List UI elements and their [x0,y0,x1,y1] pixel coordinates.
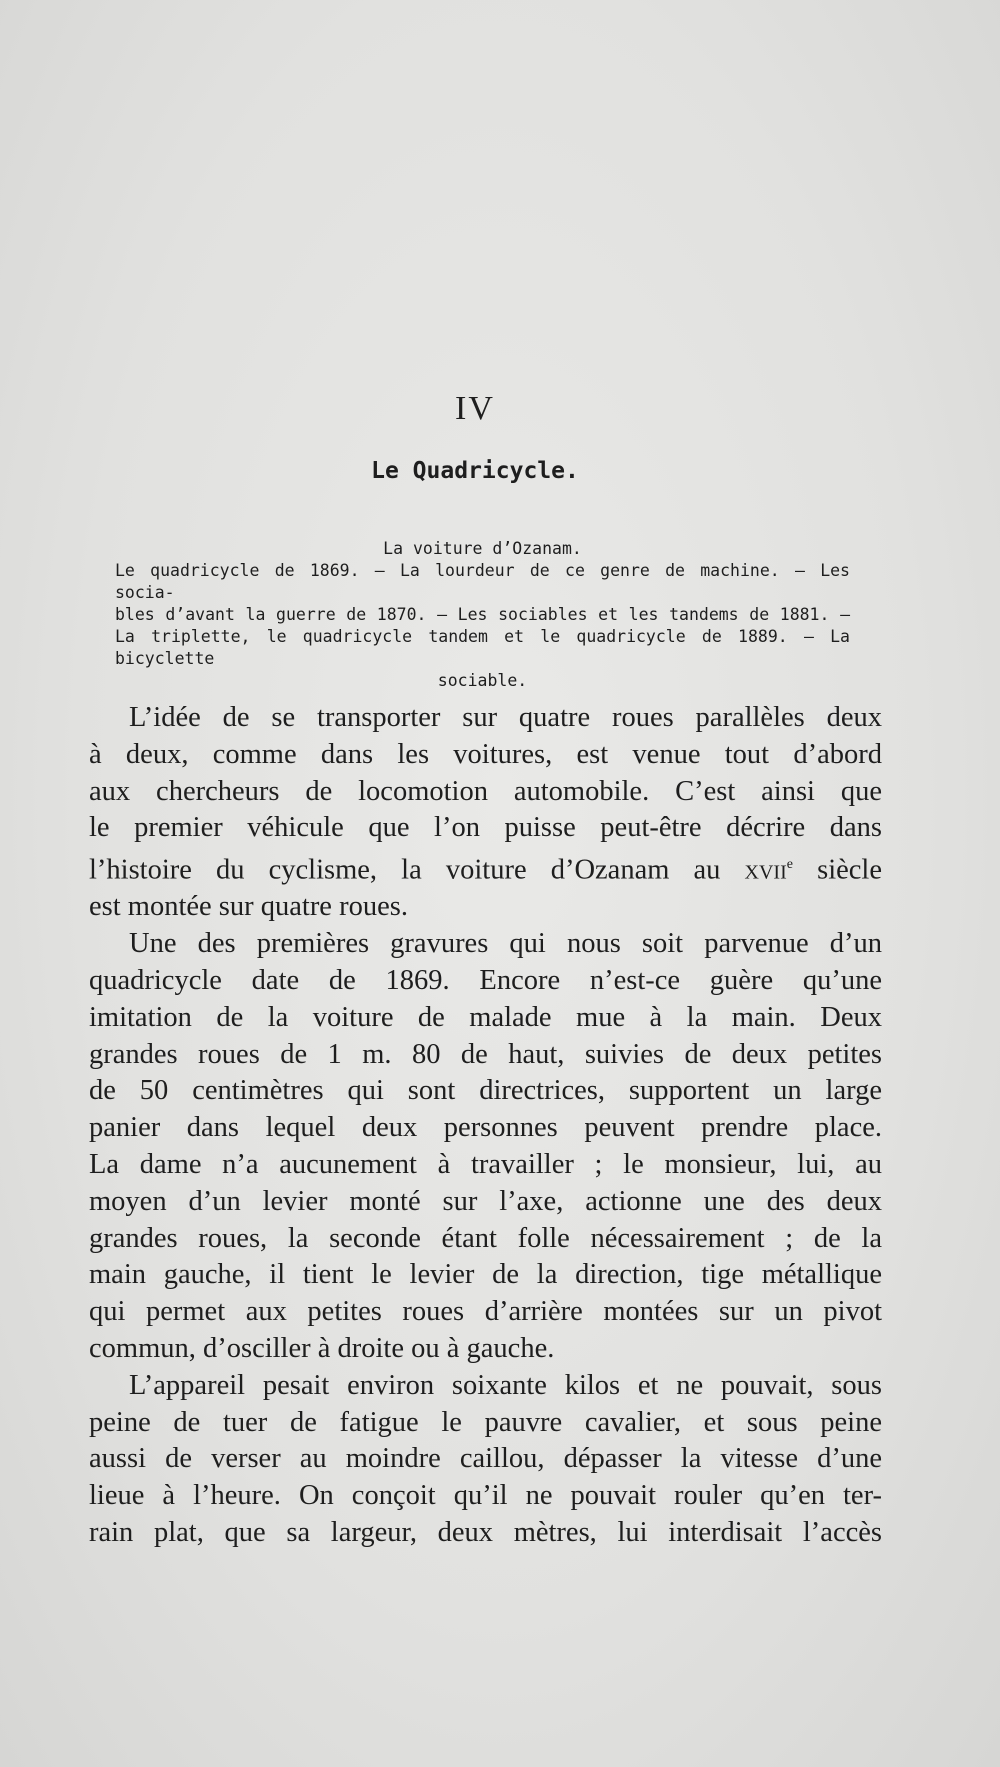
paragraph-line: imitation de la voiture de malade mue à la main. Deux [89,1001,882,1033]
body-text [89,700,882,1552]
text-fragment: l’histoire du cyclisme, la voiture d’Ozanam au [89,854,745,886]
paragraph-line: grandes roues, la seconde étant folle nécessairement ; de la [89,1222,882,1254]
summary-line-last: sociable. [437,671,528,690]
paragraph-line: le premier véhicule que l’on puisse peut-être décrire dans [89,812,882,844]
paragraph-line: aux chercheurs de locomotion automobile. C’est ainsi que [89,775,882,807]
paragraph-line: rain plat, que sa largeur, deux mètres, lui interdisait l’accès [89,1517,882,1549]
paragraph-line [89,847,882,889]
paragraph-line: moyen d’un levier monté sur l’axe, actionne une des deux [89,1185,882,1217]
chapter-title: Le Quadricycle. [371,458,579,484]
paragraph-line: commun, d’osciller à droite ou à gauche. [89,1333,555,1365]
century-numeral: xvii [744,854,787,886]
paragraph-line: aussi de verser au moindre caillou, dépasser la vitesse d’une [89,1443,882,1475]
paragraph-line: peine de tuer de fatigue le pauvre cavalier, et sous peine [89,1406,882,1438]
paragraph-line: est montée sur quatre roues. [89,891,408,923]
text-fragment: siècle [792,854,882,886]
paragraph-line: de 50 centimètres qui sont directrices, supportent un large [89,1075,882,1107]
paragraph-line: lieue à l’heure. On conçoit qu’il ne pouvait rouler qu’en ter- [89,1480,882,1512]
summary-line: Le quadricycle de 1869. — La lourdeur de ce genre de machine. — Les socia- [115,561,850,602]
chapter-summary [115,538,850,692]
summary-line: La triplette, le quadricycle tandem et le quadricycle de 1889. — La bicyclette [115,627,850,668]
century-superscript: e [786,857,793,873]
paragraph-line: L’idée de se transporter sur quatre roues parallèles deux [129,702,882,733]
summary-line: bles d’avant la guerre de 1870. — Les sociables et les tandems de 1881. — [115,605,850,624]
paragraph-line: quadricycle date de 1869. Encore n’est-ce guère qu’une [89,965,882,997]
paragraph-line: L’appareil pesait environ soixante kilos et ne pouvait, sous [129,1369,882,1401]
paragraph-line: Une des premières gravures qui nous soit parvenue d’un [129,928,882,960]
paragraph-line: à deux, comme dans les voitures, est venue tout d’abord [89,738,882,770]
chapter-number: IV [455,390,495,427]
paragraph-line: main gauche, il tient le levier de la direction, tige métallique [89,1259,882,1291]
paragraph-line: grandes roues de 1 m. 80 de haut, suivies de deux petites [89,1038,882,1070]
paragraph-line: La dame n’a aucunement à travailler ; le monsieur, lui, au [89,1149,882,1181]
paragraph-line: panier dans lequel deux personnes peuvent prendre place. [89,1112,882,1144]
summary-heading: La voiture d’Ozanam. [383,539,582,558]
paragraph-line: qui permet aux petites roues d’arrière montées sur un pivot [89,1296,882,1328]
